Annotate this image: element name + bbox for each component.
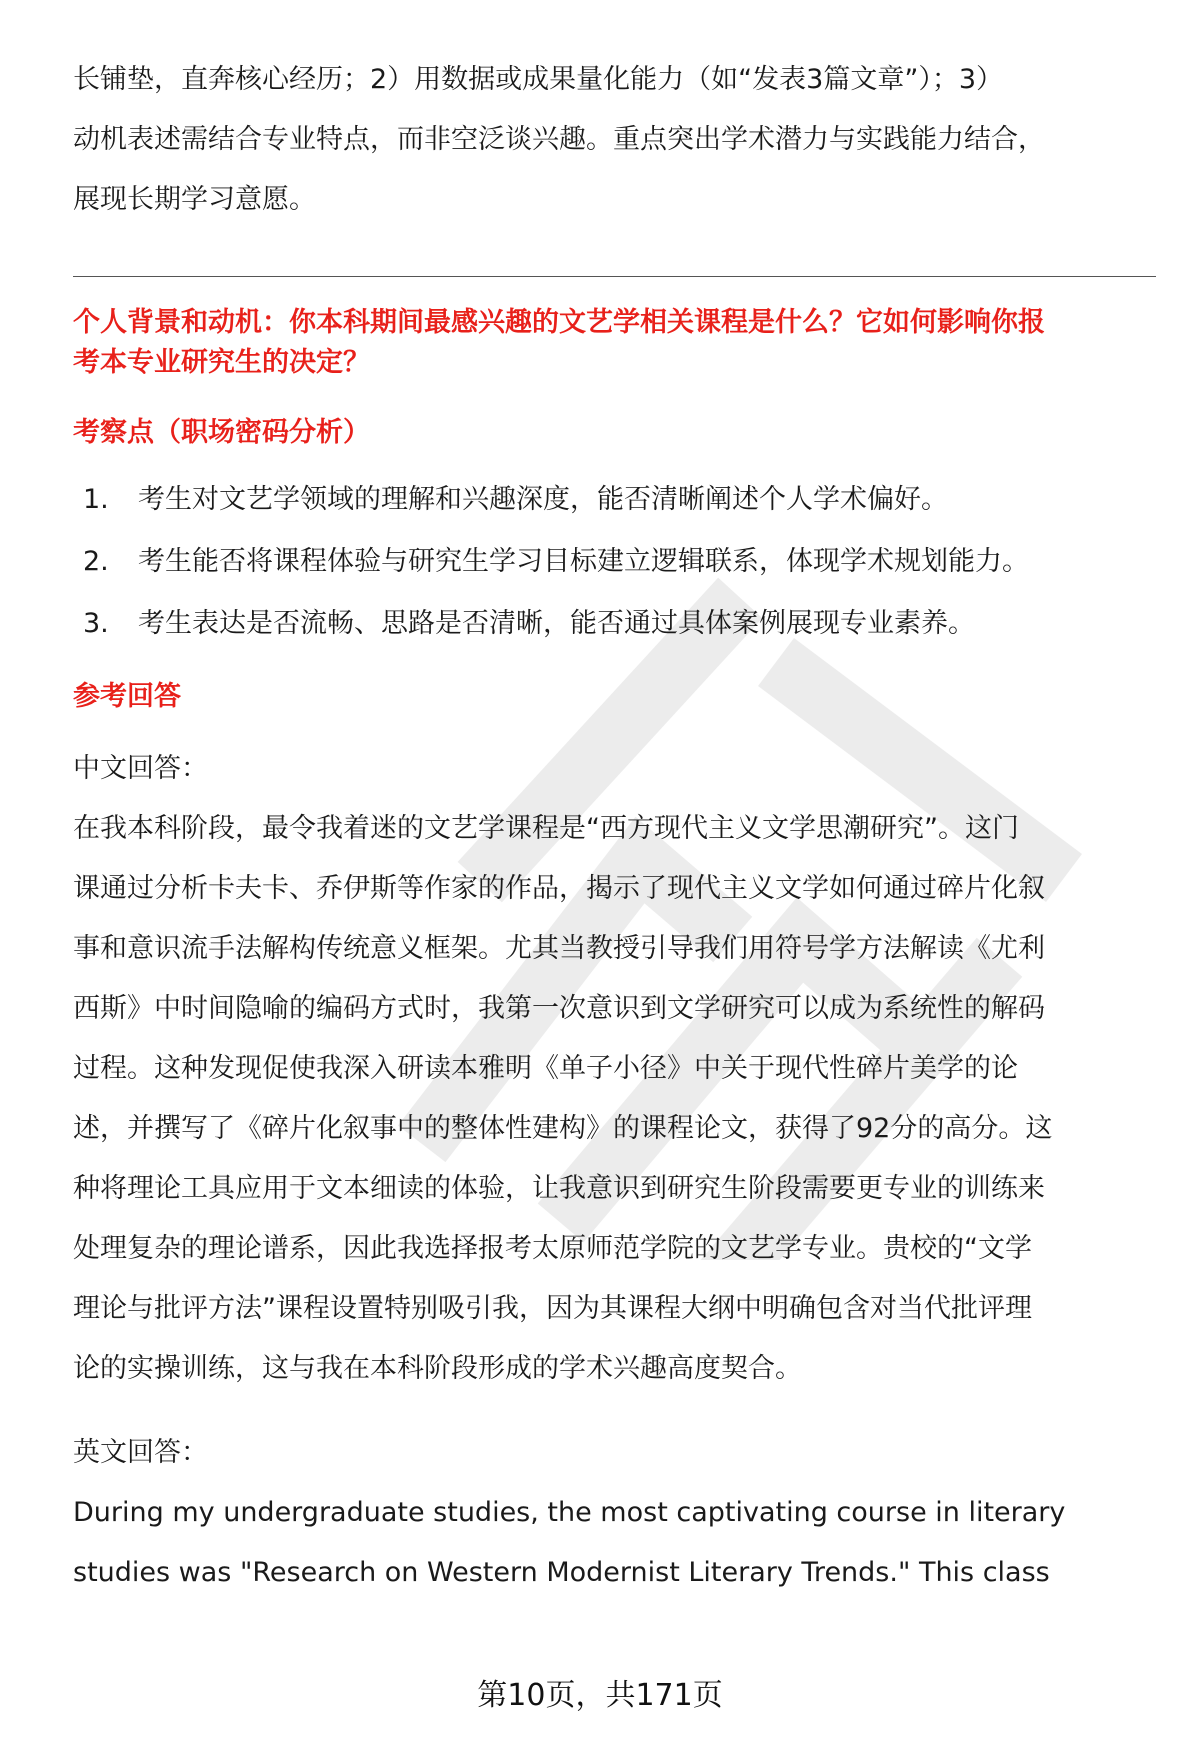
intro-line: 展现长期学习意愿。: [73, 184, 316, 215]
question-line: 个人背景和动机：你本科期间最感兴趣的文艺学相关课程是什么？它如何影响你报: [73, 307, 1045, 338]
list-item: [73, 593, 1153, 655]
question-line: 考本专业研究生的决定？: [73, 347, 370, 378]
answer-line: studies was "Research on Western Modernist Literary Trends." This class: [73, 1557, 1050, 1588]
question-heading: [73, 303, 1153, 383]
answer-line: 论的实操训练，这与我在本科阶段形成的学术兴趣高度契合。: [73, 1353, 802, 1384]
answer-line: 课通过分析卡夫卡、乔伊斯等作家的作品，揭示了现代主义文学如何通过碎片化叙: [73, 873, 1045, 904]
answer-line: 在我本科阶段，最令我着迷的文艺学课程是“西方现代主义文学思潮研究”。这门: [73, 813, 1019, 844]
list-item: [73, 531, 1153, 593]
section-divider: [73, 276, 1156, 277]
answer-line: 过程。这种发现促使我深入研读本雅明《单子小径》中关于现代性碎片美学的论: [73, 1053, 1018, 1084]
list-number: 2.: [83, 546, 109, 577]
intro-line: 长铺垫，直奔核心经历；2）用数据或成果量化能力（如“发表3篇文章”）；3）: [73, 64, 1004, 95]
document-page: [73, 0, 1153, 1603]
reference-answer-heading: 参考回答: [73, 681, 181, 712]
answer-line: 西斯》中时间隐喻的编码方式时，我第一次意识到文学研究可以成为系统性的解码: [73, 993, 1045, 1024]
answer-line: 种将理论工具应用于文本细读的体验，让我意识到研究生阶段需要更专业的训练来: [73, 1173, 1045, 1204]
english-answer-label: 英文回答：: [73, 1437, 208, 1468]
chinese-answer-label: 中文回答：: [73, 753, 208, 784]
list-item: [73, 469, 1153, 531]
list-number: 3.: [83, 608, 109, 639]
list-number: 1.: [83, 484, 109, 515]
exam-points-list: [73, 469, 1153, 655]
intro-paragraph: [73, 50, 1153, 230]
exam-points-heading: 考察点（职场密码分析）: [73, 417, 370, 448]
list-text: 考生对文艺学领域的理解和兴趣深度，能否清晰阐述个人学术偏好。: [138, 484, 948, 515]
answer-line: 处理复杂的理论谱系，因此我选择报考太原师范学院的文艺学专业。贵校的“文学: [73, 1233, 1032, 1264]
list-text: 考生表达是否流畅、思路是否清晰，能否通过具体案例展现专业素养。: [138, 608, 975, 639]
answer-line: 述，并撰写了《碎片化叙事中的整体性建构》的课程论文，获得了92分的高分。这: [73, 1113, 1053, 1144]
answer-line: 事和意识流手法解构传统意义框架。尤其当教授引导我们用符号学方法解读《尤利: [73, 933, 1045, 964]
answer-line: 理论与批评方法”课程设置特别吸引我，因为其课程大纲中明确包含对当代批评理: [73, 1293, 1032, 1324]
chinese-answer-paragraph: [73, 799, 1153, 1399]
intro-line: 动机表述需结合专业特点，而非空泛谈兴趣。重点突出学术潜力与实践能力结合，: [73, 124, 1045, 155]
answer-line: During my undergraduate studies, the most captivating course in literary: [73, 1497, 1066, 1528]
page-number-footer: 第10页，共171页: [477, 1678, 723, 1713]
english-answer-paragraph: [73, 1483, 1153, 1603]
list-text: 考生能否将课程体验与研究生学习目标建立逻辑联系，体现学术规划能力。: [138, 546, 1029, 577]
